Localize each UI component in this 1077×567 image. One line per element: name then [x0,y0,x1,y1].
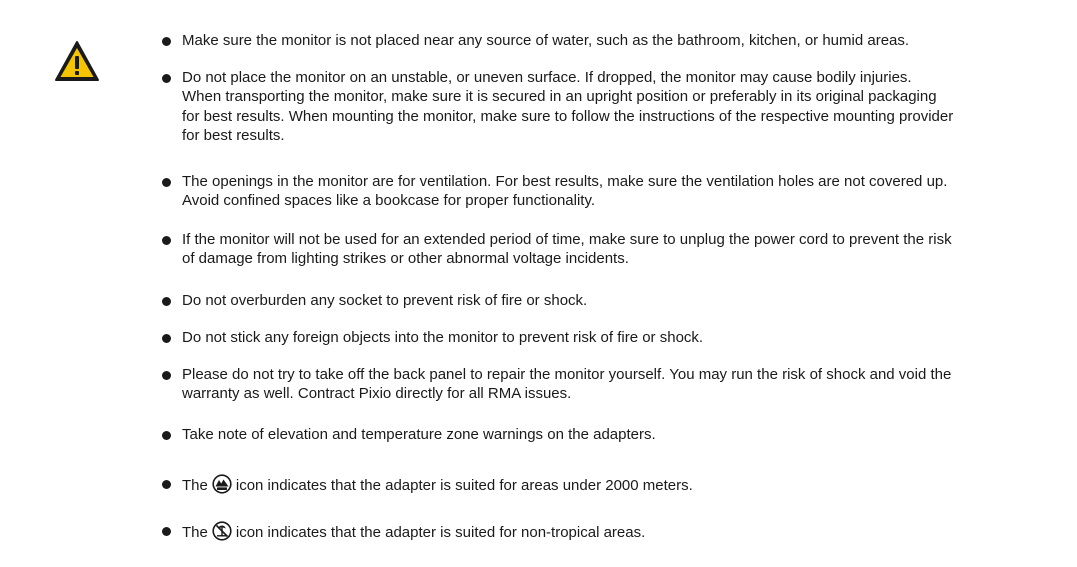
bullet-icon [162,371,171,380]
bullet-icon [162,334,171,343]
item-text-line: The openings in the monitor are for ventilation. For best results, make sure the ventilation holes are not covered up. [182,173,948,190]
warning-triangle-icon [54,40,100,82]
item-text-line: Avoid confined spaces like a bookcase for proper functionality. [182,192,596,210]
item-text-line: warranty as well. Contract Pixio directly for all RMA issues. [182,385,572,403]
item-text-line: Do not overburden any socket to prevent risk of fire or shock. [182,292,588,309]
item-suffix: icon indicates that the adapter is suited for non-tropical areas. [235,524,646,541]
list-item-non-tropical-icon [161,521,1041,542]
item-text-line: Do not place the monitor on an unstable, or uneven surface. If dropped, the monitor may cause bodily injuries. [182,69,912,86]
item-text-line: When transporting the monitor, make sure it is secured in an upright position or preferably in its original packaging [182,88,937,106]
bullet-icon [162,37,171,46]
list-item-water [161,31,1041,50]
item-text-line: Make sure the monitor is not placed near any source of water, such as the bathroom, kitchen, or humid areas. [182,32,910,49]
item-text-line: Please do not try to take off the back panel to repair the monitor yourself. You may run the risk of shock and void the [182,366,952,383]
item-text-line: If the monitor will not be used for an extended period of time, make sure to unplug the power cord to prevent the risk [182,231,952,248]
item-text-line [182,521,1041,542]
item-text-line: Take note of elevation and temperature zone warnings on the adapters. [182,426,656,443]
item-prefix: The [182,477,208,494]
altitude-2000m-icon [212,474,232,494]
list-item-back-panel [161,365,1041,404]
bullet-icon [162,236,171,245]
bullet-icon [162,527,171,536]
item-text-line: for best results. [182,127,285,145]
item-suffix: icon indicates that the adapter is suited for areas under 2000 meters. [235,477,693,494]
item-text-line [182,474,1041,495]
bullet-icon [162,480,171,489]
list-item-adapter-warnings [161,425,1041,444]
bullet-icon [162,431,171,440]
item-text-line: of damage from lighting strikes or other abnormal voltage incidents. [182,250,629,268]
list-item-stable-surface [161,68,1041,146]
non-tropical-icon [212,521,232,541]
item-text-line: Do not stick any foreign objects into the monitor to prevent risk of fire or shock. [182,329,704,346]
item-prefix: The [182,524,208,541]
list-item-socket [161,291,1041,310]
bullet-icon [162,178,171,187]
bullet-icon [162,74,171,83]
list-item-unplug [161,230,1041,269]
list-item-altitude-icon [161,474,1041,495]
list-item-foreign-objects [161,328,1041,347]
list-item-ventilation [161,172,1041,211]
item-text-line: for best results. When mounting the monitor, make sure to follow the instructions of the respective mounting provider [182,107,954,125]
bullet-icon [162,297,171,306]
